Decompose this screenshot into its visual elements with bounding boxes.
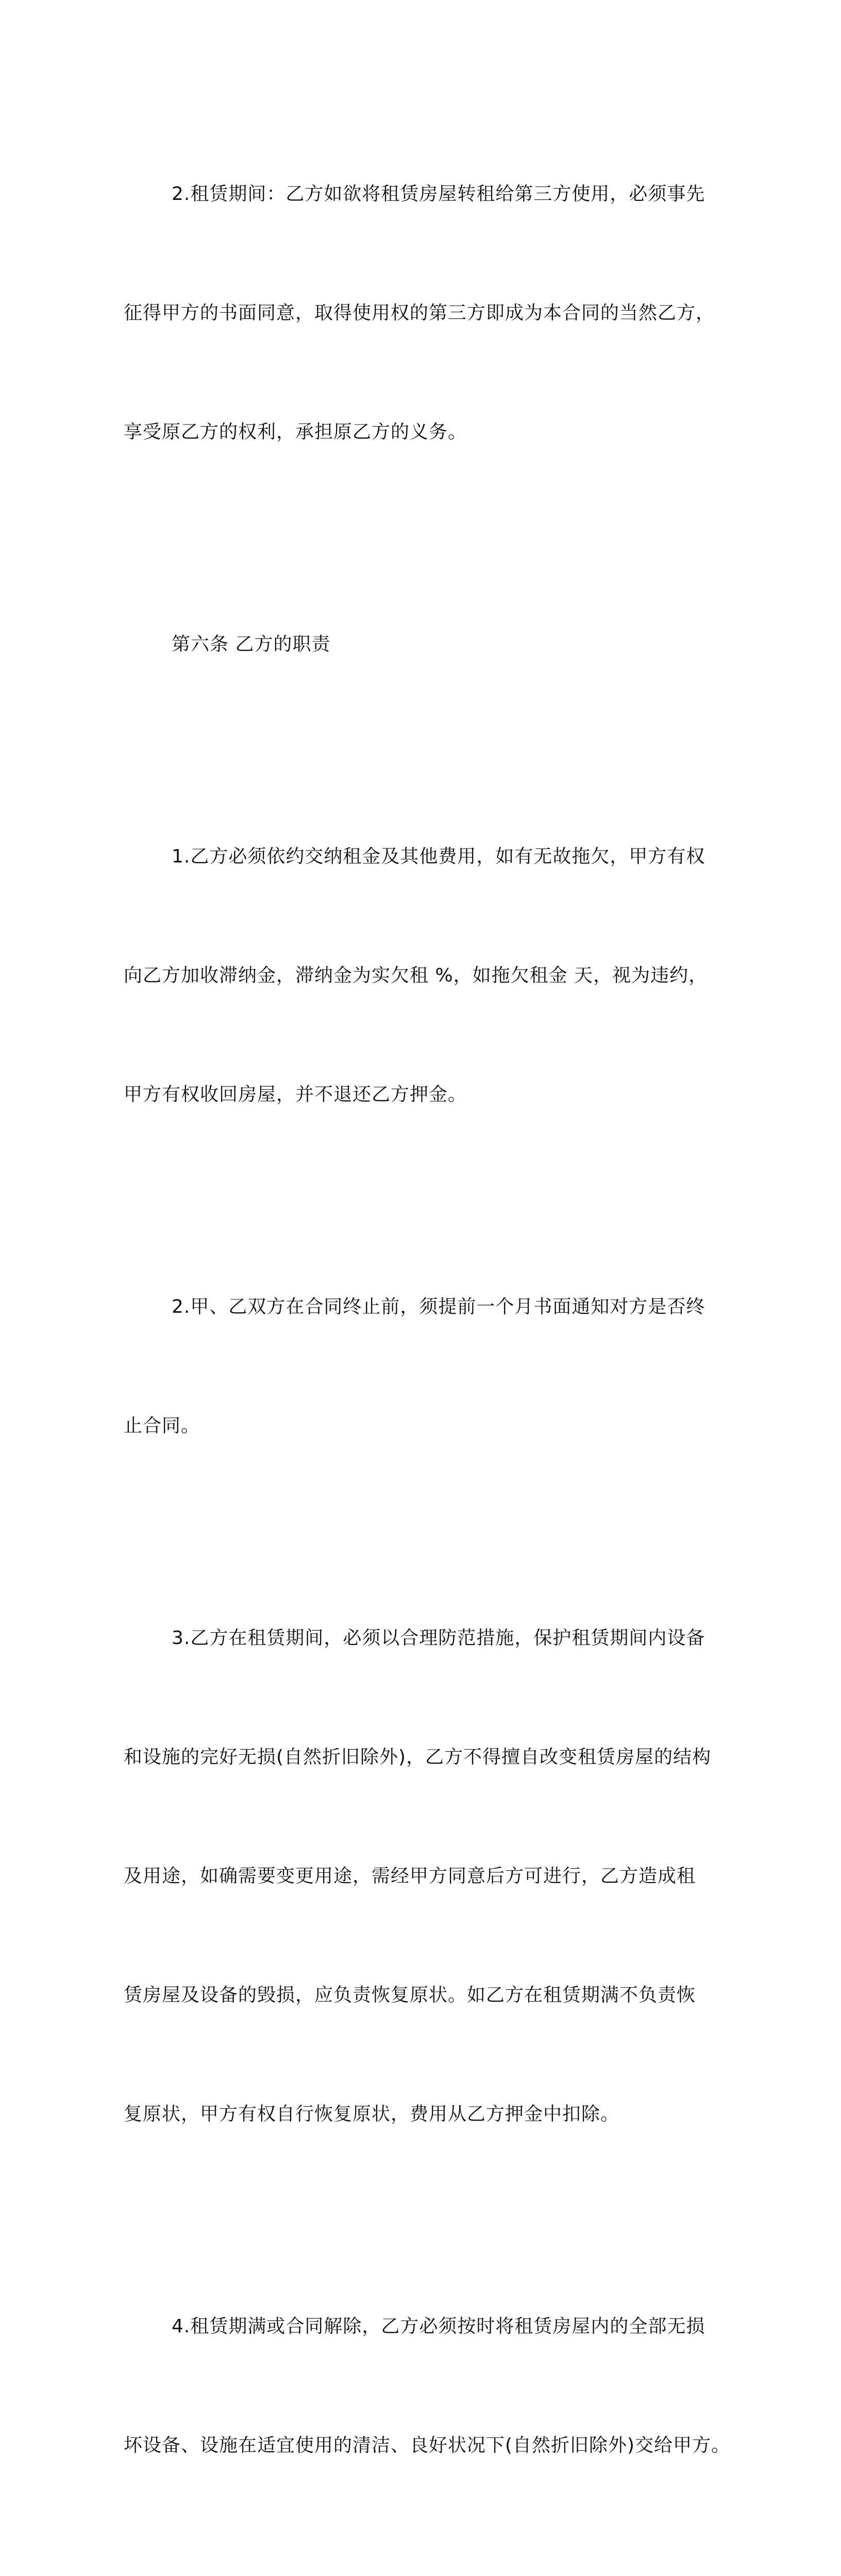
paragraph-line: 坏设备、设施在适宜使用的清洁、良好状况下(自然折旧除外)交给甲方。 (124, 2435, 731, 2456)
section-heading: 第六条 乙方的职责 (172, 634, 331, 655)
paragraph-line: 甲方有权收回房屋，并不退还乙方押金。 (124, 1084, 467, 1105)
paragraph-rent-payment (124, 757, 737, 1194)
paragraph-termination-notice (124, 1208, 737, 1525)
section-heading-article-6 (124, 545, 737, 743)
document-body (124, 95, 737, 2576)
paragraph-line: 征得甲方的书面同意，取得使用权的第三方即成为本合同的当然乙方， (124, 302, 715, 324)
paragraph-line: 1.乙方必须依约交纳租金及其他费用，如有无故拖欠，甲方有权 (172, 846, 705, 867)
paragraph-sublease-clause (124, 95, 737, 531)
paragraph-line: 2.租赁期间：乙方如欲将租赁房屋转租给第三方使用，必须事先 (172, 183, 705, 205)
paragraph-line: 和设施的完好无损(自然折旧除外)，乙方不得擅自改变租赁房屋的结构 (124, 1747, 712, 1768)
paragraph-line: 3.乙方在租赁期间，必须以合理防范措施，保护租赁期间内设备 (172, 1628, 705, 1649)
paragraph-line: 赁房屋及设备的毁损，应负责恢复原状。如乙方在租赁期满不负责恢 (124, 1985, 696, 2006)
paragraph-overdue-removal (124, 2558, 737, 2576)
paragraph-property-protection (124, 1539, 737, 2213)
paragraph-line: 及用途，如确需要变更用途，需经甲方同意后方可进行，乙方造成租 (124, 1866, 696, 1887)
paragraph-return-of-premises (124, 2227, 737, 2545)
paragraph-line: 止合同。 (124, 1415, 200, 1436)
paragraph-line: 4.租赁期满或合同解除，乙方必须按时将租赁房屋内的全部无损 (172, 2316, 705, 2337)
paragraph-line: 向乙方加收滞纳金，滞纳金为实欠租 %，如拖欠租金 天，视为违约， (124, 965, 708, 986)
paragraph-line: 2.甲、乙双方在合同终止前，须提前一个月书面通知对方是否终 (172, 1296, 705, 1317)
paragraph-line: 复原状，甲方有权自行恢复原状，费用从乙方押金中扣除。 (124, 2104, 620, 2125)
paragraph-line: 享受原乙方的权利，承担原乙方的义务。 (124, 421, 467, 443)
